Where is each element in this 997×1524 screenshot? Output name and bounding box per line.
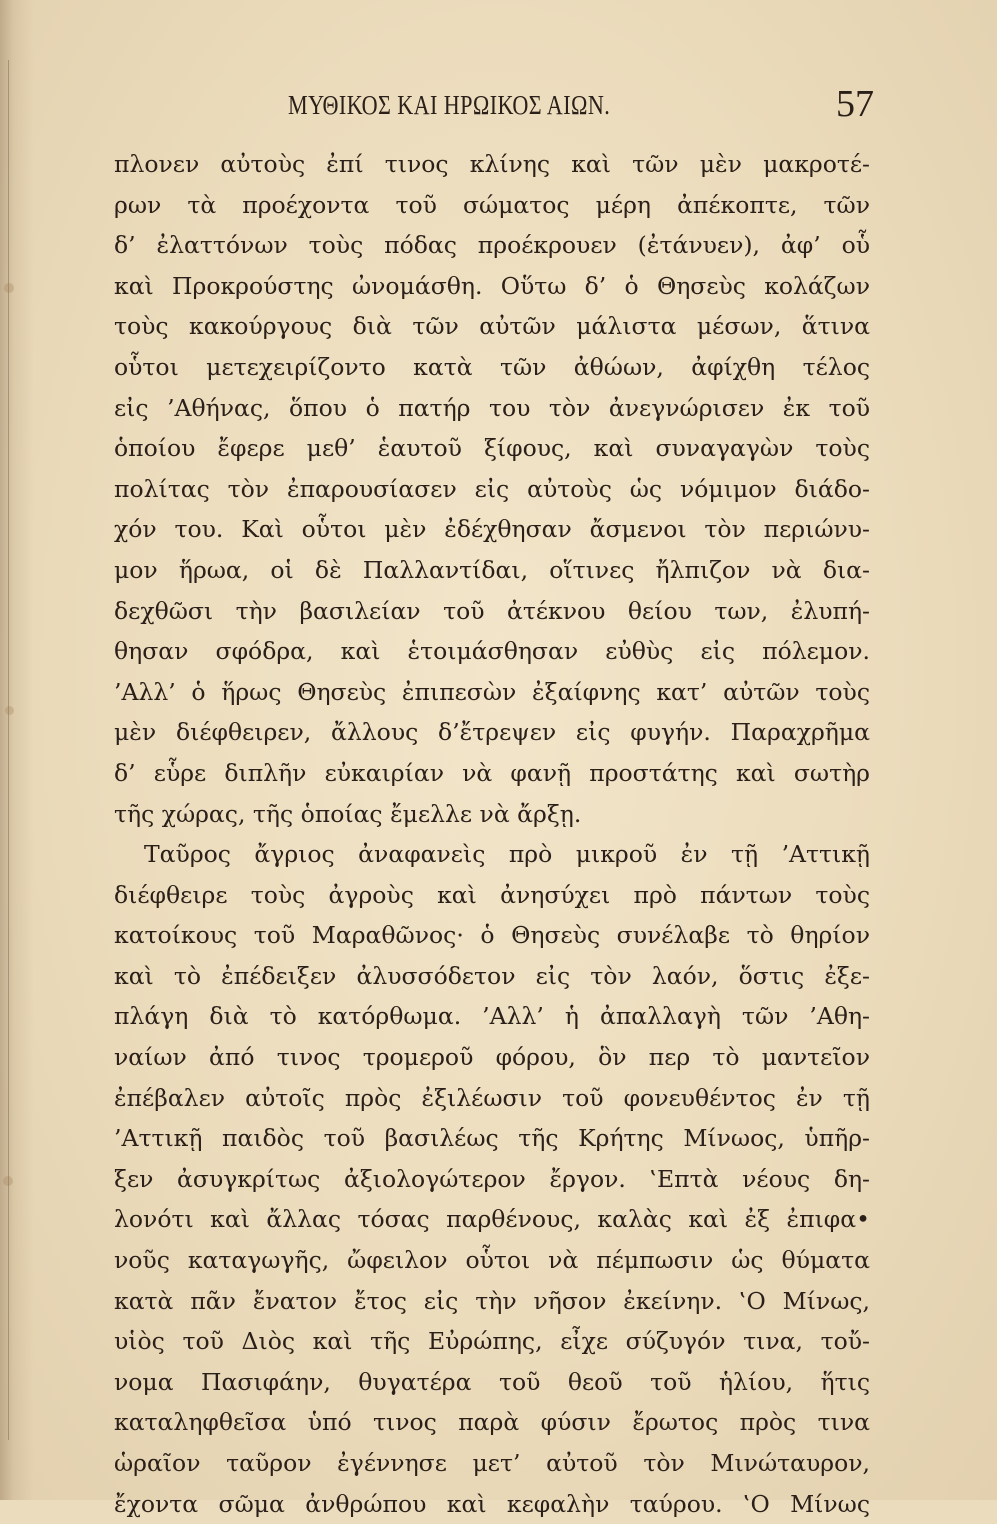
- text-line: κατοίκους τοῦ Μαραθῶνος· ὁ Θησεὺς συνέλαβε τὸ θηρίον: [114, 921, 870, 950]
- text-line: καὶ Προκρούστης ὠνομάσθη. Οὕτω δ’ ὁ Θησεὺς κολάζων: [114, 271, 870, 300]
- page-number: 57: [836, 83, 874, 125]
- text-line: μον ἥρωα, οἱ δὲ Παλλαντίδαι, οἵτινες ἤλπιζον νὰ δια-: [114, 555, 870, 584]
- text-line: ρων τὰ προέχοντα τοῦ σώματος μέρη ἀπέκοπτε, τῶν: [114, 190, 870, 219]
- page-header: [110, 82, 880, 132]
- text-line: ’Αττικῇ παιδὸς τοῦ βασιλέως τῆς Κρήτης Μίνωος, ὑπῆρ-: [114, 1124, 870, 1153]
- text-line: Ταῦρος ἄγριος ἀναφανεὶς πρὸ μικροῦ ἐν τῇ ’Αττικῇ: [144, 840, 870, 869]
- text-line: τῆς χώρας, τῆς ὁποίας ἔμελλε νὰ ἄρξῃ.: [114, 799, 582, 828]
- text-line: μὲν διέφθειρεν, ἄλλους δ’ἔτρεψεν εἰς φυγήν. Παραχρῆμα: [114, 718, 870, 747]
- text-line: θησαν σφόδρα, καὶ ἑτοιμάσθησαν εὐθὺς εἰς πόλεμον.: [114, 637, 870, 666]
- text-line: πλάγη διὰ τὸ κατόρθωμα. ’Αλλ’ ἡ ἀπαλλαγὴ τῶν ’Αθη-: [114, 1002, 870, 1031]
- text-line: καὶ τὸ ἐπέδειξεν ἀλυσσόδετον εἰς τὸν λαόν, ὅστις ἐξε-: [114, 961, 870, 990]
- text-line: χόν του. Καὶ οὗτοι μὲν ἐδέχθησαν ἄσμενοι τὸν περιώνυ-: [114, 515, 870, 544]
- text-line: λονότι καὶ ἄλλας τόσας παρθένους, καλὰς καὶ ἐξ ἐπιφα•: [114, 1205, 870, 1234]
- text-line: διέφθειρε τοὺς ἀγροὺς καὶ ἀνησύχει πρὸ πάντων τοὺς: [114, 880, 870, 909]
- foxing-spot: [5, 706, 14, 715]
- text-line: εἰς ’Αθήνας, ὅπου ὁ πατήρ του τὸν ἀνεγνώρισεν ἐκ τοῦ: [114, 393, 870, 422]
- foxing-spot: [4, 283, 14, 293]
- text-line: ξεν ἀσυγκρίτως ἀξιολογώτερον ἔργον. ‛Επτὰ νέους δη-: [114, 1164, 870, 1193]
- text-line: δεχθῶσι τὴν βασιλείαν τοῦ ἀτέκνου θείου των, ἐλυπή-: [114, 596, 870, 625]
- page-binding-shadow: [0, 0, 34, 1500]
- text-line: δ’ εὗρε διπλῆν εὐκαιρίαν νὰ φανῇ προστάτης καὶ σωτὴρ: [114, 758, 870, 787]
- text-line: κατὰ πᾶν ἔνατον ἔτος εἰς τὴν νῆσον ἐκείνην. ‛Ο Μίνως,: [114, 1286, 870, 1315]
- text-line: ’Αλλ’ ὁ ἥρως Θησεὺς ἐπιπεσὼν ἐξαίφνης κατ’ αὐτῶν τοὺς: [114, 677, 870, 706]
- text-line: πλονεν αὐτοὺς ἐπί τινος κλίνης καὶ τῶν μὲν μακροτέ-: [114, 150, 870, 178]
- text-line: νοῦς καταγωγῆς, ὤφειλον οὗτοι νὰ πέμπωσιν ὡς θύματα: [114, 1246, 870, 1275]
- body-text: [114, 144, 870, 1524]
- text-line: ναίων ἀπό τινος τρομεροῦ φόρου, ὃν περ τὸ μαντεῖον: [114, 1043, 870, 1072]
- text-line: καταληφθεῖσα ὑπό τινος παρὰ φύσιν ἔρωτος πρὸς τινα: [114, 1408, 870, 1437]
- text-line: ἐπέβαλεν αὐτοῖς πρὸς ἐξιλέωσιν τοῦ φονευθέντος ἐν τῇ: [114, 1083, 870, 1112]
- foxing-spot: [3, 1176, 13, 1186]
- text-line: νομα Πασιφάην, θυγατέρα τοῦ θεοῦ τοῦ ἡλίου, ἥτις: [114, 1367, 870, 1396]
- text-line: ἔχοντα σῶμα ἀνθρώπου καὶ κεφαλὴν ταύρου. ‛Ο Μίνως: [114, 1489, 870, 1518]
- text-line: πολίτας τὸν ἐπαρουσίασεν εἰς αὐτοὺς ὡς νόμιμον διάδο-: [114, 474, 870, 503]
- text-line: υἱὸς τοῦ Διὸς καὶ τῆς Εὐρώπης, εἶχε σύζυγόν τινα, τοὔ-: [114, 1327, 870, 1356]
- text-line: ὁποίου ἔφερε μεθ’ ἑαυτοῦ ξίφους, καὶ συναγαγὼν τοὺς: [114, 434, 870, 463]
- running-head: ΜΥΘΙΚΟΣ ΚΑΙ ΗΡΩΙΚΟΣ ΑΙΩΝ.: [288, 90, 611, 120]
- text-line: τοὺς κακούργους διὰ τῶν αὐτῶν μάλιστα μέσων, ἅτινα: [114, 312, 870, 341]
- binding-edge-line: [8, 60, 9, 1440]
- text-line: οὗτοι μετεχειρίζοντο κατὰ τῶν ἀθώων, ἀφίχθη τέλος: [114, 352, 870, 381]
- text-line: δ’ ἐλαττόνων τοὺς πόδας προέκρουεν (ἐτάνυεν), ἀφ’ οὗ: [114, 231, 870, 260]
- text-line: ὡραῖον ταῦρον ἐγέννησε μετ’ αὐτοῦ τὸν Μινώταυρον,: [114, 1449, 870, 1477]
